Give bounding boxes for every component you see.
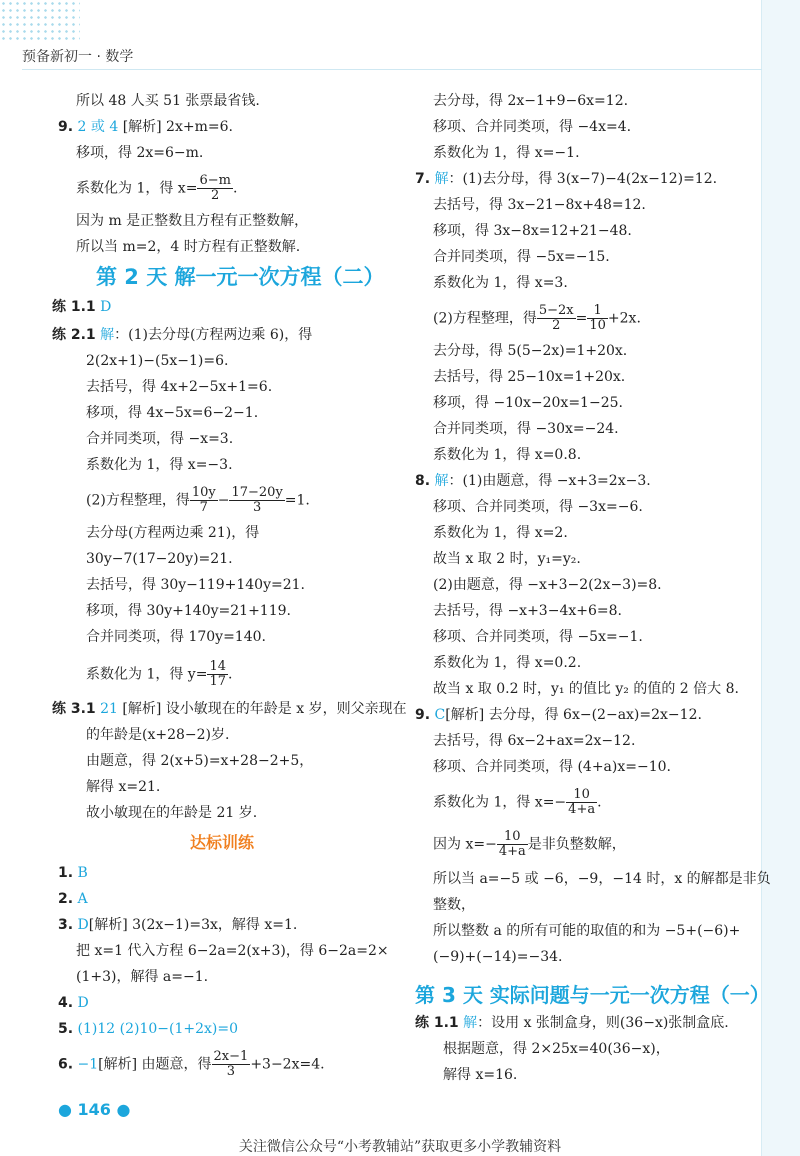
text-line: 移项、合并同类项，得 −4x=4. [433, 119, 632, 135]
practice-1-1 [52, 298, 111, 316]
text-line: 把 x=1 代入方程 6−2a=2(x+3)，得 6−2a=2× [76, 943, 389, 959]
text-line: 整数， [433, 897, 475, 913]
text-line: (2)由题意，得 −x+3−2(2x−3)=8. [433, 577, 662, 593]
text-line: 去分母，得 2x−1+9−6x=12. [433, 93, 629, 109]
text-part: 系数化为 1，得 y= [86, 666, 208, 683]
text-part: = [575, 310, 588, 327]
question-number: 2. [58, 891, 74, 907]
practice-label: 练 2.1 [52, 327, 96, 343]
text-part: [解析] 设小敏现在的年龄是 x 岁，则父亲现在 [122, 701, 407, 717]
answer: (1)12 (2)10−(1+2x)=0 [77, 1021, 238, 1037]
practice-label: 练 3.1 [52, 701, 96, 717]
text-line: 去括号，得 4x+2−5x+1=6. [86, 379, 273, 395]
text-line: 去分母，得 5(5−2x)=1+20x. [433, 343, 628, 359]
question-number: 3. [58, 917, 74, 933]
answer: 21 [100, 701, 118, 717]
answer: D [77, 917, 89, 933]
numerator: 17−20y [231, 485, 283, 500]
page-number: ● 146 ● [58, 1100, 131, 1119]
denominator: 4+a [498, 844, 526, 859]
text-line: 系数化为 1，得 x=0.8. [433, 447, 582, 463]
numerator: 1 [587, 304, 608, 319]
text-line: 系数化为 1，得 x=2. [433, 525, 568, 541]
text-part: 系数化为 1，得 x= [76, 180, 198, 197]
text-line: 移项，得 3x−8x=12+21−48. [433, 223, 632, 239]
day2-title: 第 2 天 解一元一次方程（二） [96, 265, 385, 289]
text-line: 去括号，得 25−10x=1+20x. [433, 369, 626, 385]
text-line [433, 788, 602, 817]
exercise-1 [58, 864, 88, 882]
answer: A [77, 891, 88, 907]
fraction [197, 174, 233, 203]
text-part: (2)方程整理，得 [86, 492, 190, 509]
text-part: ：设用 x 张制盒身，则(36−x)张制盒底. [477, 1015, 729, 1031]
text-line: 30y−7(17−20y)=21. [86, 551, 233, 567]
text-line: 去括号，得 6x−2+ax=2x−12. [433, 733, 636, 749]
text-line [433, 830, 626, 859]
text-line: 根据题意，得 2×25x=40(36−x)， [443, 1041, 670, 1057]
text-line: 移项，得 2x=6−m. [76, 145, 204, 161]
text-line: 所以当 m=2，4 时方程有正整数解. [76, 239, 301, 255]
text-part: (2)方程整理，得 [433, 310, 537, 327]
footer-note: 关注微信公众号“小考教辅站”获取更多小学教辅资料 [238, 1139, 562, 1155]
section-title-dabiao: 达标训练 [190, 833, 255, 852]
text-part: [解析] 去分母，得 6x−(2−ax)=2x−12. [445, 707, 702, 723]
numerator: 10y [191, 485, 216, 500]
practice-label: 练 1.1 [52, 299, 96, 315]
text-line: 移项，得 30y+140y=21+119. [86, 603, 291, 619]
denominator: 3 [252, 500, 262, 515]
text-part: [解析] 由题意，得 [98, 1056, 212, 1073]
exercise-6 [58, 1050, 325, 1079]
fraction [497, 830, 528, 859]
solution-marker: 解 [100, 327, 115, 343]
text-line: 系数化为 1，得 x=3. [433, 275, 568, 291]
denominator: 3 [226, 1064, 236, 1079]
numerator: 10 [566, 788, 597, 803]
text-line: 所以整数 a 的所有可能的取值的和为 −5+(−6)+ [433, 923, 741, 939]
question-8 [415, 472, 651, 490]
text-line: 合并同类项，得 170y=140. [86, 629, 266, 645]
solution-marker: 解 [463, 1015, 478, 1031]
text-line [86, 486, 310, 515]
header-rule [22, 69, 762, 70]
numerator: 2x−1 [213, 1049, 249, 1064]
text-line: 系数化为 1，得 x=0.2. [433, 655, 582, 671]
text-part: − [217, 492, 230, 509]
answer: −1 [77, 1056, 99, 1073]
text-part: 因为 x=− [433, 836, 497, 853]
analysis-text: [解析] 2x+m=6. [122, 119, 233, 135]
text-line: 2(2x+1)−(5x−1)=6. [86, 353, 229, 369]
answer: 2 或 4 [77, 119, 119, 135]
exercise-5 [58, 1020, 238, 1038]
question-number: 9. [58, 119, 74, 135]
fraction [587, 304, 608, 333]
solution-marker: 解 [434, 171, 449, 187]
running-header: 预备新初一 · 数学 [22, 49, 134, 65]
numerator: 5−2x [538, 303, 574, 318]
text-line [86, 660, 232, 689]
text-line: 所以当 a=−5 或 −6，−9，−14 时，x 的解都是非负 [433, 871, 771, 887]
text-part: +2x. [607, 310, 641, 327]
denominator: 17 [209, 674, 226, 689]
question-9 [58, 118, 233, 136]
text-line: 移项、合并同类项，得 −3x=−6. [433, 499, 643, 515]
practice-2-1 [52, 326, 312, 344]
question-number: 7. [415, 171, 431, 187]
question-number: 5. [58, 1021, 74, 1037]
denominator: 2 [552, 318, 561, 333]
text-line: 去括号，得 30y−119+140y=21. [86, 577, 305, 593]
text-line: 系数化为 1，得 x=−3. [86, 457, 233, 473]
text-line: 所以 48 人买 51 张票最省钱. [76, 93, 260, 109]
fraction [212, 1050, 251, 1079]
question-number: 1. [58, 865, 74, 881]
text-part: . [228, 666, 233, 683]
answer: D [77, 995, 89, 1011]
fraction [566, 788, 597, 817]
numerator: 10 [497, 830, 528, 845]
numerator: 14 [209, 659, 226, 674]
denominator: 7 [199, 500, 208, 515]
fraction [207, 660, 228, 689]
text-part: ：(1)由题意，得 −x+3=2x−3. [448, 473, 651, 489]
exercise-2 [58, 890, 88, 908]
text-part: . [597, 794, 602, 811]
numerator: 6−m [199, 173, 231, 188]
question-number: 9. [415, 707, 431, 723]
text-part: ：(1)去分母(方程两边乘 6)，得 [114, 327, 313, 343]
text-line: (−9)+(−14)=−34. [433, 949, 563, 965]
text-line: 的年龄是(x+28−2)岁. [86, 727, 230, 743]
day3-title: 第 3 天 实际问题与一元一次方程（一） [415, 983, 770, 1007]
question-9-right [415, 706, 702, 724]
text-part: [解析] 3(2x−1)=3x，解得 x=1. [88, 917, 298, 933]
text-line: 移项、合并同类项，得 −5x=−1. [433, 629, 643, 645]
question-7 [415, 170, 717, 188]
practice-3-1 [52, 700, 407, 718]
fraction [229, 486, 284, 515]
text-line: 移项、合并同类项，得 (4+a)x=−10. [433, 759, 671, 775]
text-line: 因为 m 是正整数且方程有正整数解， [76, 213, 309, 229]
text-line: 故小敏现在的年龄是 21 岁. [86, 805, 258, 821]
text-line: 故当 x 取 2 时，y₁=y₂. [433, 551, 581, 567]
text-line: 去分母(方程两边乘 21)，得 [86, 525, 260, 541]
text-part: =1. [284, 492, 310, 509]
text-line: 合并同类项，得 −5x=−15. [433, 249, 610, 265]
text-line [76, 174, 237, 203]
question-number: 8. [415, 473, 431, 489]
answer: B [77, 865, 88, 881]
text-line: 解得 x=21. [86, 779, 161, 795]
denominator: 10 [589, 318, 606, 333]
fraction [190, 486, 218, 515]
text-line: 系数化为 1，得 x=−1. [433, 145, 580, 161]
question-number: 6. [58, 1056, 74, 1073]
text-line: 故当 x 取 0.2 时，y₁ 的值比 y₂ 的值的 2 倍大 8. [433, 681, 739, 697]
text-part: . [232, 180, 238, 197]
text-line: 由题意，得 2(x+5)=x+28−2+5， [86, 753, 314, 769]
text-line: (1+3)，解得 a=−1. [76, 969, 209, 985]
text-part: ：(1)去分母，得 3(x−7)−4(2x−12)=12. [448, 171, 718, 187]
text-line: 解得 x=16. [443, 1067, 518, 1083]
text-line: 去括号，得 3x−21−8x+48=12. [433, 197, 646, 213]
exercise-3 [58, 916, 297, 934]
exercise-4 [58, 994, 89, 1012]
text-line: 去括号，得 −x+3−4x+6=8. [433, 603, 622, 619]
text-line: 移项，得 4x−5x=6−2−1. [86, 405, 259, 421]
text-line: 合并同类项，得 −x=3. [86, 431, 234, 447]
question-number: 4. [58, 995, 74, 1011]
fraction [537, 304, 576, 333]
answer: C [434, 707, 446, 723]
solution-marker: 解 [434, 473, 449, 489]
page-number-value: 146 [77, 1100, 111, 1119]
decorative-dot-pattern [0, 0, 80, 44]
denominator: 2 [211, 188, 220, 203]
text-line [433, 304, 641, 333]
practice-label: 练 1.1 [415, 1015, 459, 1031]
denominator: 4+a [568, 802, 596, 817]
text-line: 移项，得 −10x−20x=1−25. [433, 395, 623, 411]
answer: D [100, 299, 112, 315]
text-part: 是非负整数解， [527, 836, 626, 853]
text-part: +3−2x=4. [250, 1056, 325, 1073]
text-part: 系数化为 1，得 x=− [433, 794, 567, 811]
day3-practice-1-1 [415, 1014, 729, 1032]
text-line: 合并同类项，得 −30x=−24. [433, 421, 619, 437]
